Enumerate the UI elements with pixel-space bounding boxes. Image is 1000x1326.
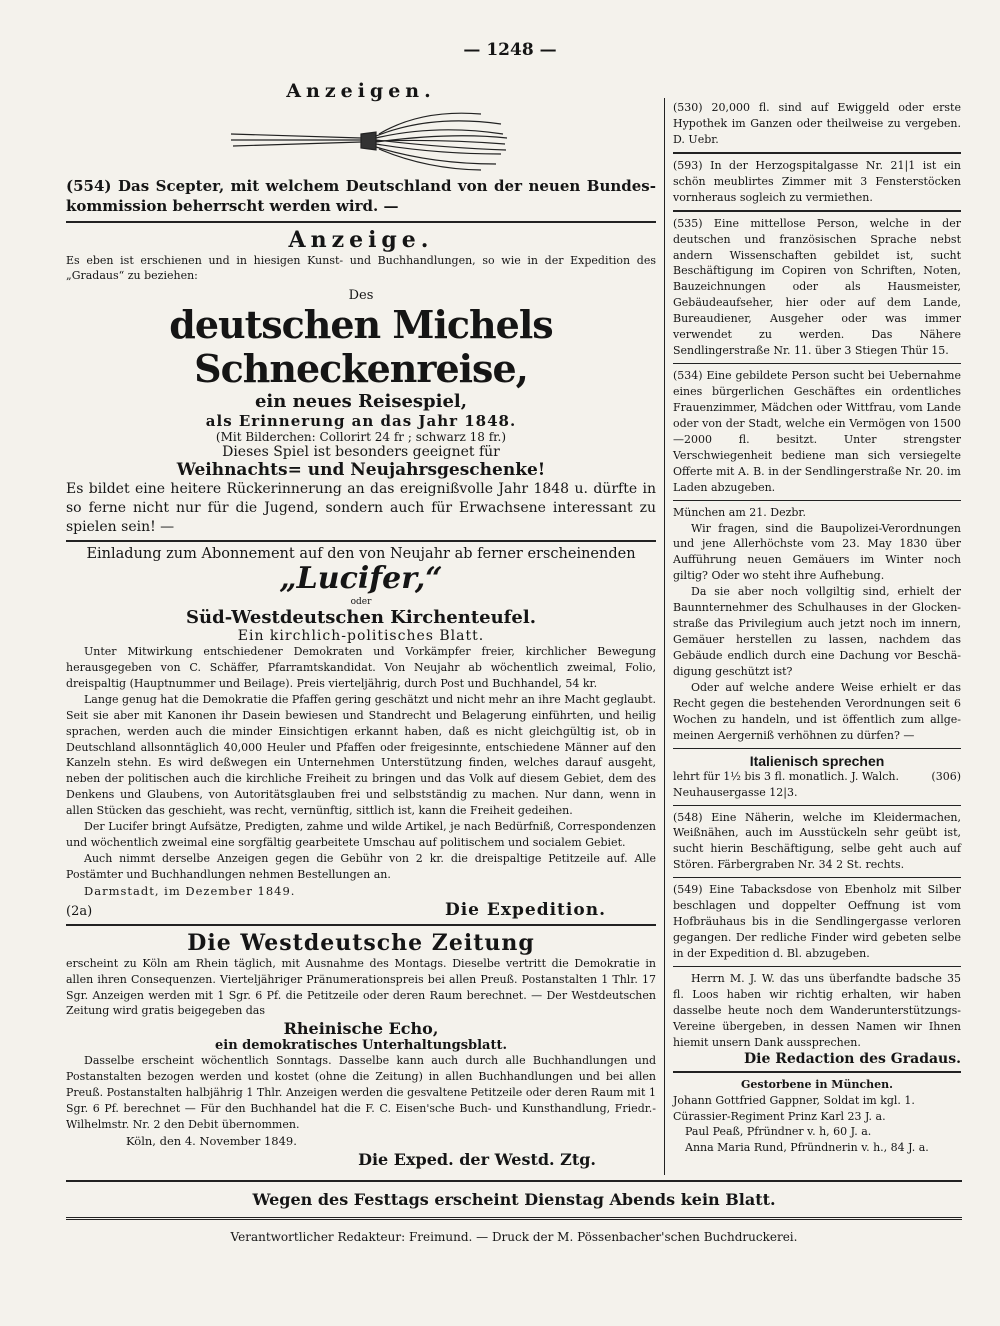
broom-icon [211,104,511,174]
divider [673,210,961,212]
price-line: (Mit Bilderchen: Collorirt 24 fr ; schwarz 18 fr.) [215,429,507,444]
anzeige-text: Es bildet eine heitere Rückerinnerung an das ereignißvolle Jahr 1848 u. dürfte in so ferne nicht nur für die Jugend, sondern auch für Erwachsene interessant zu spielen sein! — [66,480,656,535]
imprint-line: Verantwortlicher Redakteur: Freimund. — Druck der M. Pössenbacher'schen Buchdruckerei. [230,1230,798,1244]
recommend-line: Dieses Spiel ist besonders geeignet für [222,443,500,460]
muenchen-date: München am 21. Dezbr. [673,505,806,519]
divider [673,363,961,364]
italian-row [673,769,961,801]
lucifer-title: „Lucifer,“ [279,561,443,597]
wz-paragraph-2: Dasselbe erscheint wöchentlich Sonntags. Dasselbe kann auch durch alle Buchhandlungen und Postanstalten bezogen werden und kostet (ohne die Zeitung) in allen Buchhandlungen und bei allen Preuß. Postanstalten halbjährig 1 Thlr. Anzeigen werden die gesvaltene Petitzeile oder deren Raum mit 1 Sgr. 6 Pf. berechnet — Für den Buchhandel hat die F. C. Eisen'sche Buch- und Kunsthandlung, Friedr.-Wilhelmstr. Nr. 2 den Debit übernommen. [66,1054,656,1132]
wz-signature: Die Exped. der Westd. Ztg. [358,1149,596,1169]
italian-text: lehrt für 1½ bis 3 fl. monatlich. J. Walch. Neuhausergasse 12|3. [673,769,899,799]
anzeige-intro: Es eben ist erschienen und in hiesigen Kunst- und Buchhandlungen, so wie in der Expedition des „Gradaus“ zu beziehen: [66,253,656,283]
herrn-notice: Herrn M. J. W. das uns überfandte badsche 35 fl. Loos haben wir richtig erhalten, wir haben dasselbe heute noch dem Wanderunterstützungs-Vereine übergeben, in dessen Namen wir Ihnen hiemit unsern Dank aussprechen. [673,971,961,1049]
einladung-line: Einladung zum Abonnement auf den von Neujahr ab ferner erscheinenden [86,546,636,563]
darmstadt-date: Darmstadt, im Dezember 1849. [84,883,296,898]
wz-title: Die Westdeutsche Zeitung [187,929,535,956]
divider [66,1180,962,1182]
lucifer-paragraph-1: Unter Mitwirkung entschiedener Demokraten und Vorkämpfer freier, kirchlicher Bewegung herausgegeben von C. Schäffer, Pfarramtskandidat. Von Neujahr ab wöchentlich zweimal, Folio, dreispaltig (Hauptnummer und Beilage). Preis vierteljährig, durch Post und Buchhandel, 54 kr. [66,644,656,690]
divider [66,221,656,223]
lucifer-paragraph-3: Der Lucifer bringt Aufsätze, Predigten, zahme und wilde Artikel, je nach Bedürfniß, Correspondenzen und wöchentlich zweimal eine sorgfältig gearbeitete Umschau auf politischem und socialem Gebiet. [66,820,656,850]
divider [66,924,656,926]
left-column [66,70,656,1169]
lucifer-paragraph-4: Auch nimmt derselbe Anzeigen gegen die Gebühr von 2 kr. die dreispaltige Petitzeile auf. Alle Postämter und Buchhandlungen nehmen Bestellungen an. [66,852,656,882]
kirchenteufel-title: Süd-Westdeutschen Kirchenteufel. [186,606,536,628]
page-number: — 1248 — [463,40,557,60]
column-divider [664,98,665,1175]
bau-paragraph-2: Da sie aber noch vollgiltig sind, erhielt der Baunnternehmer des Schulhauses in der Glockenstraße das Privilegium auch jetzt noch im innern, Gemäuer herstellen zu lassen, nachdem das Gebäude endlich durch eine Dachung vor Beschädigung geschützt ist? [673,585,961,678]
expedition-row [66,900,656,920]
italian-ref: (306) [931,769,961,783]
koeln-date: Köln, den 4. November 1849. [126,1134,297,1149]
right-column [673,100,961,1156]
gestorbene-title: Gestorbene in München. [740,1077,893,1091]
divider [673,500,961,501]
ad-554: (554) Das Scepter, mit welchem Deutschland von der neuen Bundeskommission beherrscht werden wird. — [66,177,656,216]
festtag-notice: Wegen des Festtags erscheint Dienstag Abends kein Blatt. [252,1190,776,1209]
ad-535: (535) Eine mittellose Person, welche in der deutschen und französischen Sprache nebst andern Wissenschaften gebildet ist, sucht Beschäftigung im Copiren von Schriften, Noten, Bauzeichnungen oder als Hausmeister, Gebäudeaufseher, hier oder auf dem Lande, Bureaudiener, Ausgeher oder was immer verwendet zu werden. Das Nähere Sendlingerstraße Nr. 11. über 3 Stiegen Thür 15. [673,216,961,358]
redaction-sign: Die Redaction des Gradaus. [744,1050,961,1067]
divider [673,1071,961,1073]
lucifer-paragraph-2: Lange genug hat die Demokratie die Pfaffen gering geschätzt und nicht mehr an ihre Macht geglaubt. Seit sie aber mit Kanonen ihr Dasein bewiesen und Standrecht und Belagerung einführten, und heilig sprachen, werden auch die minder Einsichtigen erkannt haben, daß es nicht gleichgültig ist, ob in Deutschland allsonntäglich 40,000 Heuler und Pfaffen oder freigesinnte, entschiedene Männer auf den Kanzeln stehn. Es wird deßwegen ein Unternehmen Unterstützung finden, welches darauf ausgeht, neben der politischen auch die kirchliche Freiheit zu bringen und das Volk auf diesem Gebiet, dem des Denkens und Glaubens, von Autoritätsglauben frei und selbstständig zu machen. Nur dann, wenn in allen Stücken das geschieht, was recht, vernünftig, sittlich ist, kann die Freiheit gedeihen. [66,692,656,818]
bau-paragraph-1: Wir fragen, sind die Baupolizei-Verordnungen und jene Allerhöchste vom 23. May 1830 über Aufführung neuen Gemäuers im Winter noch giltig? Oder wo steht ihre Aufhebung. [673,521,961,583]
death-entry: Paul Peaß, Pfründner v. h, 60 J. a. [685,1125,872,1139]
divider [673,877,961,878]
anzeige-heading: Anzeige. [288,226,434,253]
ad-530: (530) 20,000 fl. sind auf Ewiggeld oder erste Hypothek im Ganzen oder theilweise zu vergeben. D. Uebr. [673,101,961,146]
divider [673,805,961,806]
italian-title: Italienisch sprechen [749,752,885,769]
footer [66,1176,962,1244]
des-label: Des [348,288,374,304]
divider [66,540,656,542]
death-entry: Johann Gottfried Gappner, Soldat im kgl. 1. Cürassier-Regiment Prinz Karl 23 J. a. [673,1093,915,1123]
ad-534: (534) Eine gebildete Person sucht bei Uebernahme eines bürgerlichen Geschäftes ein ordentliches Frauenzimmer, Mädchen oder Wittfrau, vom Lande oder von der Stadt, welche ein Vermögen von 1500—2000 fl. besitzt. Unter strengster Verschwiegenheit bediene man sich versiegelte Offerte mit A. B. in der Sendlingerstraße Nr. 20. im Laden abzugeben. [673,369,961,494]
bau-paragraph-3: Oder auf welche andere Weise erhielt er das Recht gegen die bestehenden Verordnungen seit 6 Wochen zu handeln, und ist öffentlich zum allgemeinen Aergerniß verhöhnen zu dürfen? — [673,680,961,742]
oder-label: oder [350,596,372,607]
blatt-subtitle: Ein kirchlich-politisches Blatt. [237,627,485,644]
ad-549: (549) Eine Tabacksdose von Ebenholz mit Silber beschlagen und doppelter Oeffnung ist vom Hofbräuhaus bis in die Sendlingergasse verloren gegangen. Der redliche Finder wird gebeten selbe in der Expedition d. Bl. abzugeben. [673,883,961,960]
divider [66,1217,962,1220]
echo-subtitle: ein demokratisches Unterhaltungsblatt. [214,1038,508,1054]
main-title: deutschen Michels Schneckenreise, [169,302,553,392]
death-entry: Anna Maria Rund, Pfründnerin v. h., 84 J. a. [685,1141,929,1155]
section-title: Anzeigen. [286,80,436,102]
gifts-line: Weihnachts= und Neujahrsgeschenke! [176,459,546,480]
wz-paragraph-1: erscheint zu Köln am Rhein täglich, mit Ausnahme des Montags. Dieselbe vertritt die Demokratie in allen ihren Consequenzen. Vierteljähriger Pränumerationspreis bei allen Preuß. Postanstalten 1 Thlr. 17 Sgr. Anzeigen werden mit 1 Sgr. 6 Pf. die Petitzeile oder deren Raum berechnet. — Der Westdeutschen Zeitung wird gratis beigegeben das [66,956,656,1018]
ref-2a: (2a) [66,903,93,919]
echo-title: Rheinische Echo, [283,1019,439,1039]
divider [673,748,961,749]
ad-548: (548) Eine Näherin, welche im Kleidermachen, Weißnähen, auch im Ausstückeln sehr geübt ist, sucht hierin Beschäftigung, selbe geht auch auf Stören. Färbergraben Nr. 34 2 St. rechts. [673,810,961,872]
divider [673,152,961,154]
ad-593: (593) In der Herzogspitalgasse Nr. 21|1 ist ein schön meublirtes Zimmer mit 3 Fensterstöcken vornheraus sogleich zu vermiethen. [673,158,961,204]
divider [673,966,961,967]
subtitle: ein neues Reisespiel, [254,390,468,412]
subtitle-2: als Erinnerung an das Jahr 1848. [205,411,517,430]
expedition-sign: Die Expedition. [444,899,606,920]
